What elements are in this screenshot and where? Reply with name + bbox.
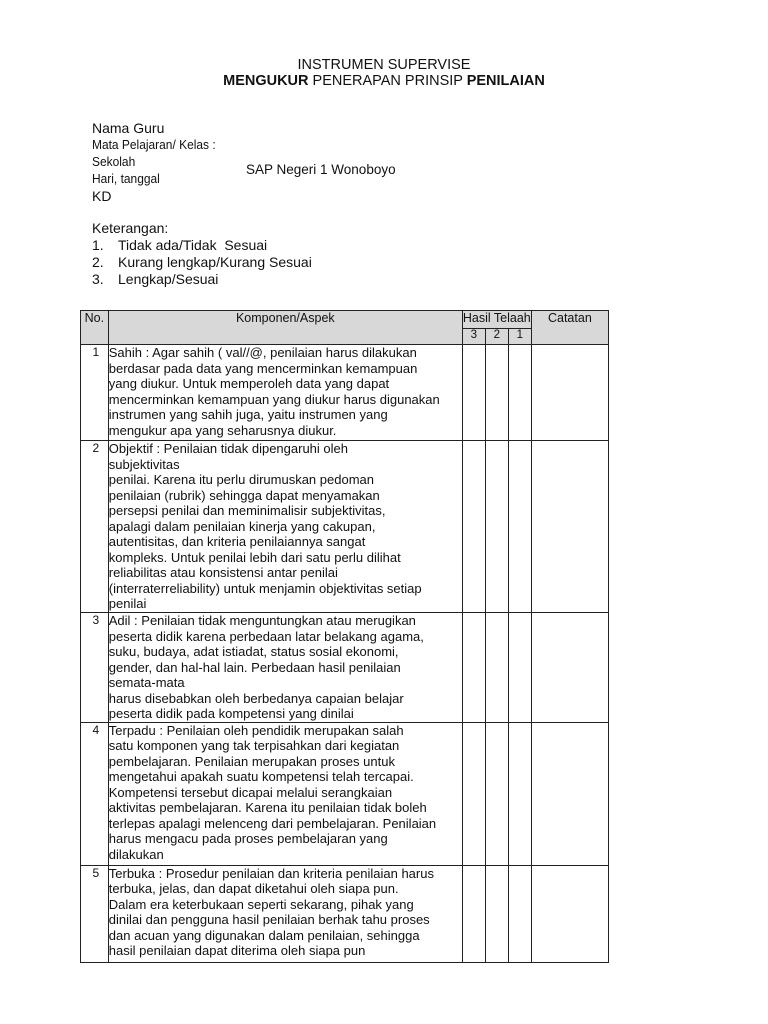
score-1-cell[interactable] (508, 613, 531, 723)
aspect-line: Terbuka : Prosedur penilaian dan kriteria penilaian harus (108, 865, 434, 881)
score-3-cell[interactable] (462, 613, 485, 723)
subtitle-middle: PENERAPAN PRINSIP (308, 73, 467, 89)
label-hari-tanggal: Hari, tanggal (92, 171, 160, 186)
legend-number: 2. (92, 254, 104, 270)
aspect-description (108, 441, 462, 613)
table-row (81, 613, 609, 723)
header-score-2: 2 (485, 329, 508, 345)
aspect-line: peserta didik pada kompetensi yang dinilai (108, 706, 354, 721)
table-row (81, 722, 609, 865)
header-no: No. (81, 311, 109, 345)
aspect-line: kompleks. Untuk penilai lebih dari satu perlu dilihat (108, 549, 401, 565)
aspect-line: penilai (108, 596, 147, 611)
aspect-line: terlepas apalagi melenceng dari pembelajaran. Penilaian (108, 815, 437, 831)
aspect-line: aktivitas pembelajaran. Karena itu penilaian tidak boleh (108, 800, 427, 815)
supervision-table (80, 310, 609, 963)
aspect-line: peserta didik karena perbedaan latar belakang agama, (108, 628, 424, 644)
score-1-cell[interactable] (508, 722, 531, 865)
aspect-line: gender, dan hal-hal lain. Perbedaan hasil penilaian (108, 659, 401, 675)
legend-number: 3. (92, 271, 104, 287)
header-score-3: 3 (462, 329, 485, 345)
subtitle-bold-1: MENGUKUR (223, 73, 309, 89)
aspect-line: hasil penilaian dapat diterima oleh siapa pun (108, 943, 366, 958)
label-mata-pelajaran: Mata Pelajaran/ Kelas : (92, 137, 216, 152)
aspect-line: persepsi penilai dan meminimalisir subjektivitas, (108, 503, 386, 518)
header-score-1: 1 (508, 329, 531, 345)
aspect-line: pembelajaran. Penilaian merupakan proses untuk (108, 753, 395, 769)
aspect-line: berdasar pada data yang mencerminkan kemampuan (108, 360, 418, 376)
row-number-text: 2 (92, 441, 100, 455)
document-subtitle (0, 73, 768, 89)
aspect-line: penilaian (rubrik) sehingga dapat menyamakan (108, 487, 380, 503)
catatan-cell[interactable] (531, 613, 608, 723)
subtitle-bold-2: PENILAIAN (466, 73, 545, 89)
row-number (81, 722, 109, 865)
aspect-line: Objektif : Penilaian tidak dipengaruhi oleh (108, 441, 348, 456)
aspect-description (108, 865, 462, 962)
aspect-line: apalagi dalam penilaian kinerja yang cakupan, (108, 518, 376, 534)
row-number-text: 3 (92, 613, 100, 627)
aspect-line: penilai. Karena itu perlu dirumuskan pedoman (108, 472, 374, 487)
row-number (81, 441, 109, 613)
aspect-line: Sahih : Agar sahih ( val//@, penilaian harus dilakukan (108, 345, 417, 360)
identity-section (92, 121, 226, 206)
legend-text: Kurang lengkap/Kurang Sesuai (118, 254, 312, 270)
score-2-cell[interactable] (485, 613, 508, 723)
score-1-cell[interactable] (508, 441, 531, 613)
score-2-cell[interactable] (485, 345, 508, 441)
legend-item (92, 254, 312, 271)
aspect-line: mengukur apa yang seharusnya diukur. (108, 422, 337, 438)
row-number (81, 865, 109, 962)
aspect-line: harus mengacu pada proses pembelajaran yang (108, 831, 388, 846)
label-sekolah: Sekolah (92, 154, 136, 169)
aspect-line: terbuka, jelas, dan dapat diketahui oleh siapa pun. (108, 881, 399, 896)
aspect-line: dilakukan (108, 846, 164, 862)
row-number-text: 5 (92, 865, 100, 880)
aspect-line: Terpadu : Penilaian oleh pendidik merupakan salah (108, 722, 404, 738)
catatan-cell[interactable] (531, 722, 608, 865)
legend-item (92, 271, 312, 288)
aspect-line: mengetahui apakah suatu kompetensi telah tercapai. (108, 769, 414, 784)
aspect-line: reliabilitas atau konsistensi antar penilai (108, 565, 338, 580)
table-row (81, 345, 609, 441)
header-catatan: Catatan (531, 311, 608, 345)
aspect-line: instrumen yang sahih juga, yaitu instrumen yang (108, 407, 388, 422)
document-title: INSTRUMEN SUPERVISE (297, 57, 471, 73)
aspect-line: satu komponen yang tak terpisahkan dari kegiatan (108, 738, 400, 753)
aspect-line: yang diukur. Untuk memperoleh data yang dapat (108, 376, 390, 391)
score-3-cell[interactable] (462, 722, 485, 865)
score-1-cell[interactable] (508, 865, 531, 962)
legend-text: Lengkap/Sesuai (118, 271, 219, 287)
aspect-line: dan acuan yang digunakan dalam penilaian, sehingga (108, 927, 420, 943)
aspect-line: Dalam era keterbukaan seperti sekarang, pihak yang (108, 896, 414, 912)
legend-section (92, 220, 312, 288)
legend-item (92, 237, 312, 254)
legend-list (92, 237, 312, 288)
aspect-line: dinilai dan pengguna hasil penilaian berhak tahu proses (108, 912, 430, 927)
score-2-cell[interactable] (485, 865, 508, 962)
school-name: SAP Negeri 1 Wonoboyo (246, 162, 396, 177)
legend-text: Tidak ada/Tidak Sesuai (118, 237, 268, 253)
catatan-cell[interactable] (531, 345, 608, 441)
aspect-line: Adil : Penilaian tidak menguntungkan atau merugikan (108, 613, 416, 628)
score-3-cell[interactable] (462, 345, 485, 441)
legend-title: Keterangan: (92, 220, 169, 236)
aspect-line: suku, budaya, adat istiadat, status sosial ekonomi, (108, 644, 399, 659)
aspect-line: harus disebabkan oleh berbedanya capaian belajar (108, 690, 404, 706)
row-number-text: 4 (92, 722, 100, 737)
row-number-text: 1 (92, 345, 100, 359)
header-hasil-telaah: Hasil Telaah (462, 311, 531, 329)
catatan-cell[interactable] (531, 865, 608, 962)
aspect-line: semata-mata (108, 675, 185, 690)
aspect-line: (interraterreliability) untuk menjamin objektivitas setiap (108, 580, 422, 596)
score-3-cell[interactable] (462, 441, 485, 613)
aspect-description (108, 613, 462, 723)
table-row (81, 865, 609, 962)
aspect-line: autentisitas, dan kriteria penilaiannya sangat (108, 534, 366, 549)
label-kd: KD (92, 188, 112, 204)
catatan-cell[interactable] (531, 441, 608, 613)
header-komponen: Komponen/Aspek (108, 311, 462, 345)
label-nama-guru: Nama Guru (92, 120, 165, 136)
row-number (81, 345, 109, 441)
legend-number: 1. (92, 237, 104, 253)
aspect-line: mencerminkan kemampuan yang diukur harus digunakan (108, 391, 440, 407)
table-row (81, 441, 609, 613)
score-3-cell[interactable] (462, 865, 485, 962)
aspect-line: subjektivitas (108, 456, 180, 472)
aspect-description (108, 345, 462, 441)
row-number (81, 613, 109, 723)
aspect-description (108, 722, 462, 865)
score-2-cell[interactable] (485, 722, 508, 865)
score-1-cell[interactable] (508, 345, 531, 441)
aspect-line: Kompetensi tersebut dicapai melalui serangkaian (108, 784, 393, 800)
score-2-cell[interactable] (485, 441, 508, 613)
